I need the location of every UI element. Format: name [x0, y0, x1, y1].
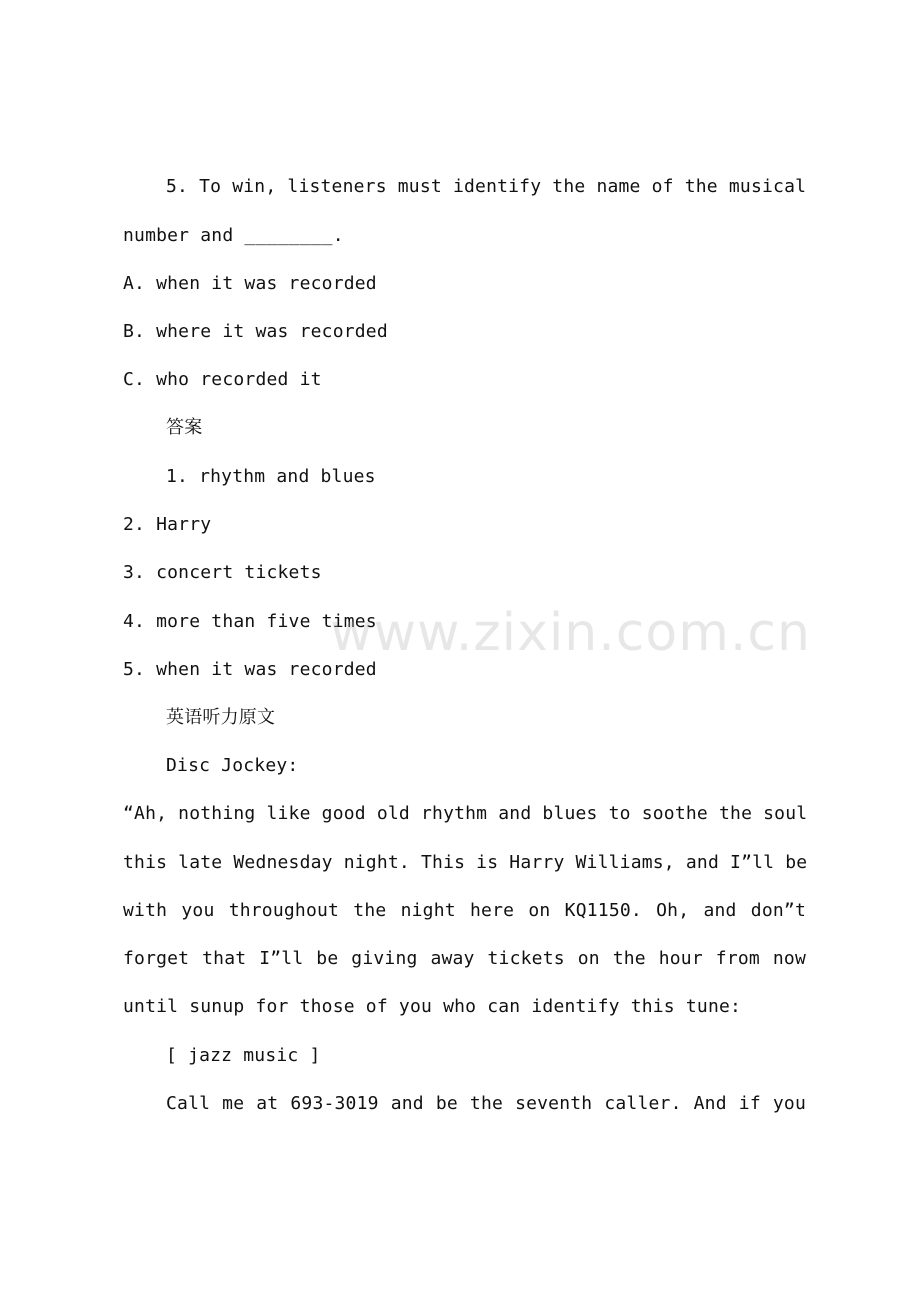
answer-item-5: 5. when it was recorded [123, 659, 377, 680]
question-5-stem-line-2: number and ________. [123, 225, 344, 246]
question-5-stem-line-1: 5. To win, listeners must identify the name of the musical [166, 176, 807, 197]
question-5-option-b: B. where it was recorded [123, 321, 388, 342]
answer-item-2: 2. Harry [123, 514, 212, 535]
watermark: www.zixin.com.cn [330, 603, 811, 663]
transcript-line-2: this late Wednesday night. This is Harry Williams, and I”ll be [123, 852, 808, 873]
transcript-call-line: Call me at 693-3019 and be the seventh caller. And if you [166, 1093, 806, 1114]
question-5-option-a: A. when it was recorded [123, 273, 377, 294]
transcript-line-1: “Ah, nothing like good old rhythm and blues to soothe the soul [123, 803, 808, 824]
transcript-line-5: until sunup for those of you who can identify this tune: [123, 996, 742, 1017]
answers-heading: 答案 [166, 417, 203, 438]
answer-item-3: 3. concert tickets [123, 562, 322, 583]
answer-item-4: 4. more than five times [123, 611, 377, 632]
question-5-option-c: C. who recorded it [123, 369, 322, 390]
sound-cue: [ jazz music ] [166, 1045, 321, 1066]
answer-item-1: 1. rhythm and blues [166, 466, 376, 487]
transcript-line-3: with you throughout the night here on KQ1150. Oh, and don”t [123, 900, 806, 921]
transcript-line-4: forget that I”ll be giving away tickets on the hour from now [123, 948, 806, 969]
transcript-heading: 英语听力原文 [166, 707, 276, 728]
speaker-label: Disc Jockey: [166, 755, 299, 776]
